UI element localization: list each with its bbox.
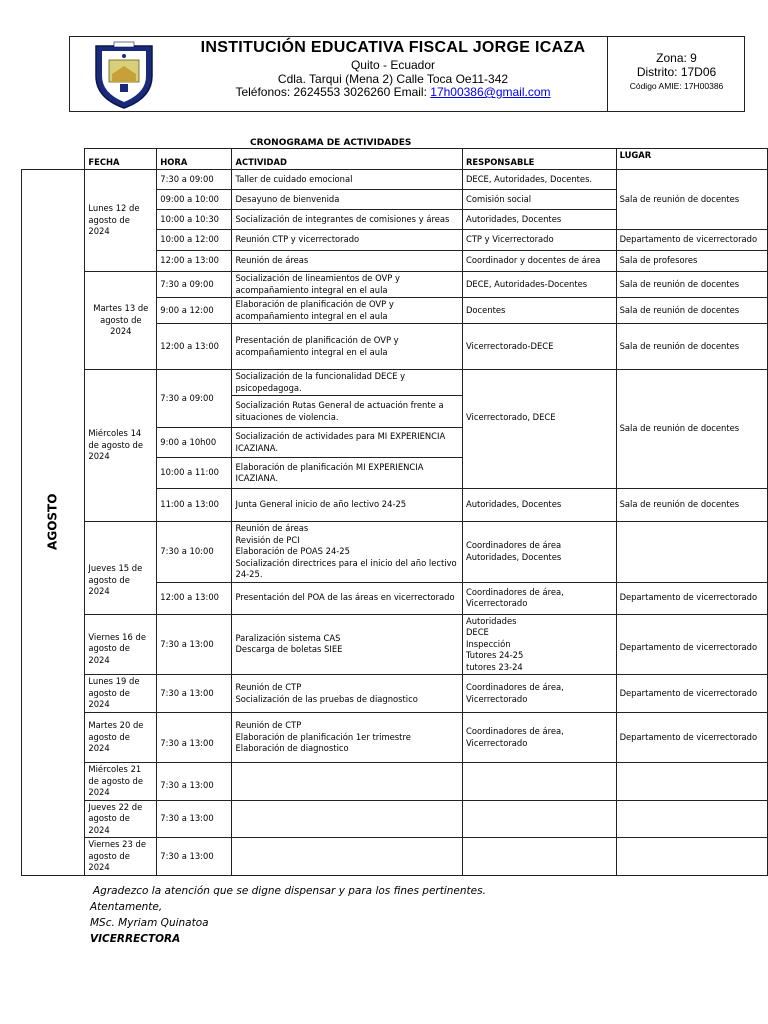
table-row bbox=[22, 713, 768, 763]
responsable-line: Coordinadores de área, bbox=[465, 586, 564, 597]
hora-cell: 7:30 a 13:00 bbox=[157, 763, 232, 801]
responsable-cell bbox=[462, 614, 616, 675]
lugar-cell: Sala de profesores bbox=[616, 251, 767, 272]
hora-cell: 12:00 a 13:00 bbox=[157, 324, 232, 370]
hora-cell: 7:30 a 13:00 bbox=[157, 713, 232, 763]
header-lugar: LUGAR bbox=[616, 149, 767, 170]
lugar-cell bbox=[616, 800, 767, 838]
lugar-cell: Sala de reunión de docentes bbox=[616, 272, 767, 298]
responsable-line: Coordinadores de área, bbox=[465, 682, 564, 692]
responsable-cell bbox=[462, 522, 616, 583]
responsable-cell bbox=[462, 763, 616, 801]
table-row bbox=[22, 800, 768, 838]
actividad-cell bbox=[232, 675, 462, 713]
responsable-cell: Docentes bbox=[462, 298, 616, 324]
actividad-cell bbox=[232, 522, 462, 583]
closing-line: Atentamente, bbox=[90, 901, 163, 913]
email-link[interactable]: 17h00386@gmail.com bbox=[430, 85, 551, 99]
schedule-table bbox=[21, 148, 768, 876]
hora-cell: 7:30 a 13:00 bbox=[157, 675, 232, 713]
signer-name: MSc. Myriam Quinatoa bbox=[90, 917, 209, 929]
actividad-cell bbox=[232, 800, 462, 838]
responsable-cell bbox=[462, 713, 616, 763]
date-cell: Martes 13 de agosto de 2024 bbox=[85, 272, 157, 370]
hora-cell: 10:00 a 10:30 bbox=[157, 210, 232, 230]
lugar-cell: Departamento de vicerrectorado bbox=[616, 614, 767, 675]
distrito-text: Distrito: 17D06 bbox=[636, 65, 717, 79]
hora-cell: 7:30 a 09:00 bbox=[157, 272, 232, 298]
date-cell: Jueves 22 de agosto de 2024 bbox=[85, 800, 157, 838]
table-row bbox=[22, 763, 768, 801]
actividad-cell bbox=[232, 713, 462, 763]
actividad-cell bbox=[232, 614, 462, 675]
hora-cell: 7:30 a 13:00 bbox=[157, 614, 232, 675]
date-cell: Martes 20 de agosto de 2024 bbox=[85, 713, 157, 763]
actividad-cell bbox=[232, 763, 462, 801]
hora-cell: 7:30 a 13:00 bbox=[157, 800, 232, 838]
activity-line: Reunión de CTP bbox=[235, 682, 302, 692]
responsable-line: Vicerrectorado bbox=[465, 598, 528, 608]
closing-block bbox=[90, 883, 486, 947]
month-label-cell bbox=[22, 170, 85, 876]
lugar-cell: Sala de reunión de docentes bbox=[616, 489, 767, 522]
letterhead bbox=[69, 36, 745, 112]
district-box bbox=[607, 37, 745, 111]
responsable-line: Inspección bbox=[465, 638, 511, 649]
date-cell: Lunes 19 de agosto de 2024 bbox=[85, 675, 157, 713]
activity-line: Reunión de CTP bbox=[235, 720, 302, 731]
table-row bbox=[22, 838, 768, 876]
institution-name: INSTITUCIÓN EDUCATIVA FISCAL JORGE ICAZA bbox=[200, 39, 586, 56]
responsable-line: tutores 23-24 bbox=[465, 661, 523, 672]
table-row bbox=[22, 170, 768, 190]
responsable-cell bbox=[462, 800, 616, 838]
date-cell: Viernes 23 de agosto de 2024 bbox=[85, 838, 157, 876]
responsable-cell: Coordinador y docentes de área bbox=[462, 251, 616, 272]
hora-cell: 7:30 a 10:00 bbox=[157, 522, 232, 583]
table-row bbox=[22, 614, 768, 675]
date-cell: Lunes 12 de agosto de 2024 bbox=[85, 170, 157, 272]
hora-cell: 9:00 a 10h00 bbox=[157, 428, 232, 458]
responsable-cell bbox=[462, 370, 616, 489]
header-hora: HORA bbox=[157, 149, 232, 170]
actividad-cell: Socialización de integrantes de comisiones y áreas bbox=[232, 210, 462, 230]
table-row bbox=[22, 272, 768, 298]
responsable-cell bbox=[462, 582, 616, 614]
lugar-cell bbox=[616, 763, 767, 801]
header-responsable: RESPONSABLE bbox=[462, 149, 616, 170]
responsable-cell: Autoridades, Docentes bbox=[462, 210, 616, 230]
actividad-cell: Reunión CTP y vicerrectorado bbox=[232, 230, 462, 251]
month-label: AGOSTO bbox=[45, 493, 60, 550]
phones-text: Teléfonos: 2624553 3026260 Email: bbox=[235, 85, 431, 99]
responsable-line: Vicerrectorado bbox=[465, 737, 528, 748]
header-row bbox=[22, 149, 768, 170]
institution-address: Cdla. Tarqui (Mena 2) Calle Toca Oe11-342 bbox=[277, 72, 509, 86]
hora-cell: 10:00 a 12:00 bbox=[157, 230, 232, 251]
date-cell: Miércoles 14 de agosto de 2024 bbox=[85, 370, 157, 522]
activity-line: Socialización directrices para el inicio del año lectivo 24-25. bbox=[235, 557, 457, 579]
closing-line: Agradezco la atención que se digne dispensar y para los fines pertinentes. bbox=[93, 885, 486, 897]
lugar-cell: Departamento de vicerrectorado bbox=[616, 713, 767, 763]
activity-line: Revisión de PCI bbox=[235, 534, 300, 545]
actividad-cell: Socialización de actividades para MI EXPERIENCIA ICAZIANA. bbox=[232, 428, 462, 458]
zona-text: Zona: 9 bbox=[656, 51, 697, 65]
responsable-cell: Autoridades, Docentes bbox=[462, 489, 616, 522]
table-row bbox=[22, 522, 768, 583]
lugar-cell: Sala de reunión de docentes bbox=[616, 298, 767, 324]
lugar-cell bbox=[616, 522, 767, 583]
responsable-line: Autoridades, Docentes bbox=[465, 551, 562, 562]
header-actividad: ACTIVIDAD bbox=[232, 149, 462, 170]
hora-cell: 12:00 a 13:00 bbox=[157, 582, 232, 614]
responsable-line: Autoridades bbox=[465, 615, 517, 626]
actividad-cell: Presentación de planificación de OVP y acompañamiento integral en el aula bbox=[232, 324, 462, 370]
actividad-cell: Reunión de áreas bbox=[232, 251, 462, 272]
activity-line: Elaboración de diagnostico bbox=[235, 743, 349, 754]
date-cell: Viernes 16 de agosto de 2024 bbox=[85, 614, 157, 675]
actividad-cell bbox=[232, 838, 462, 876]
institution-contact bbox=[183, 85, 603, 99]
table-row bbox=[22, 370, 768, 396]
lugar-cell: Departamento de vicerrectorado bbox=[616, 582, 767, 614]
responsable-line: DECE bbox=[465, 627, 489, 637]
hora-cell: 12:00 a 13:00 bbox=[157, 251, 232, 272]
hora-cell: 10:00 a 11:00 bbox=[157, 458, 232, 489]
school-crest-logo bbox=[92, 40, 156, 110]
responsable-line: Coordinadores de área, bbox=[465, 726, 564, 736]
activity-line: Elaboración de planificación 1er trimestre bbox=[235, 731, 411, 742]
institution-location: Quito - Ecuador bbox=[350, 58, 436, 72]
signer-title: VICERRECTORA bbox=[90, 933, 181, 945]
responsable-line: Vicerrectorado bbox=[465, 693, 528, 704]
actividad-cell: Socialización Rutas General de actuación frente a situaciones de violencia. bbox=[232, 396, 462, 428]
lugar-cell: Sala de reunión de docentes bbox=[616, 370, 767, 489]
amie-code: Código AMIE: 17H00386 bbox=[629, 81, 724, 91]
actividad-cell: Junta General inicio de año lectivo 24-25 bbox=[232, 489, 462, 522]
actividad-cell: Elaboración de planificación de OVP y acompañamiento integral en el aula bbox=[232, 298, 462, 324]
activity-line: Paralización sistema CAS bbox=[235, 632, 341, 643]
responsable-text: Vicerrectorado, DECE bbox=[465, 411, 556, 422]
actividad-cell: Elaboración de planificación MI EXPERIENCIA ICAZIANA. bbox=[232, 458, 462, 489]
activity-line: Elaboración de POAS 24-25 bbox=[235, 546, 350, 556]
lugar-cell bbox=[616, 838, 767, 876]
responsable-line: Coordinadores de área bbox=[465, 540, 562, 551]
lugar-cell: Departamento de vicerrectorado bbox=[616, 230, 767, 251]
actividad-cell: Socialización de lineamientos de OVP y acompañamiento integral en el aula bbox=[232, 272, 462, 298]
responsable-cell: DECE, Autoridades-Docentes bbox=[462, 272, 616, 298]
responsable-cell: Comisión social bbox=[462, 190, 616, 210]
hora-cell: 7:30 a 09:00 bbox=[157, 170, 232, 190]
activity-line: Reunión de áreas bbox=[235, 523, 309, 533]
header-fecha: FECHA bbox=[85, 149, 157, 170]
actividad-cell: Socialización de la funcionalidad DECE y psicopedagoga. bbox=[232, 370, 462, 396]
responsable-cell: DECE, Autoridades, Docentes. bbox=[462, 170, 616, 190]
schedule-title: CRONOGRAMA DE ACTIVIDADES bbox=[250, 138, 412, 148]
hora-cell: 9:00 a 12:00 bbox=[157, 298, 232, 324]
table-row bbox=[22, 675, 768, 713]
hora-cell: 11:00 a 13:00 bbox=[157, 489, 232, 522]
responsable-line: Tutores 24-25 bbox=[465, 650, 524, 660]
actividad-cell: Desayuno de bienvenida bbox=[232, 190, 462, 210]
date-cell: Miércoles 21 de agosto de 2024 bbox=[85, 763, 157, 801]
date-cell: Jueves 15 de agosto de 2024 bbox=[85, 522, 157, 615]
lugar-cell: Sala de reunión de docentes bbox=[616, 170, 767, 230]
responsable-cell bbox=[462, 838, 616, 876]
lugar-cell: Sala de reunión de docentes bbox=[616, 324, 767, 370]
hora-cell: 7:30 a 09:00 bbox=[157, 370, 232, 428]
hora-cell: 09:00 a 10:00 bbox=[157, 190, 232, 210]
lugar-cell: Departamento de vicerrectorado bbox=[616, 675, 767, 713]
responsable-cell: Vicerrectorado-DECE bbox=[462, 324, 616, 370]
activity-line: Socialización de las pruebas de diagnostico bbox=[235, 693, 418, 704]
actividad-cell: Presentación del POA de las áreas en vicerrectorado bbox=[232, 582, 462, 614]
actividad-cell: Taller de cuidado emocional bbox=[232, 170, 462, 190]
activity-line: Descarga de boletas SIEE bbox=[235, 644, 343, 655]
responsable-cell bbox=[462, 675, 616, 713]
responsable-cell: CTP y Vicerrectorado bbox=[462, 230, 616, 251]
hora-cell: 7:30 a 13:00 bbox=[157, 838, 232, 876]
